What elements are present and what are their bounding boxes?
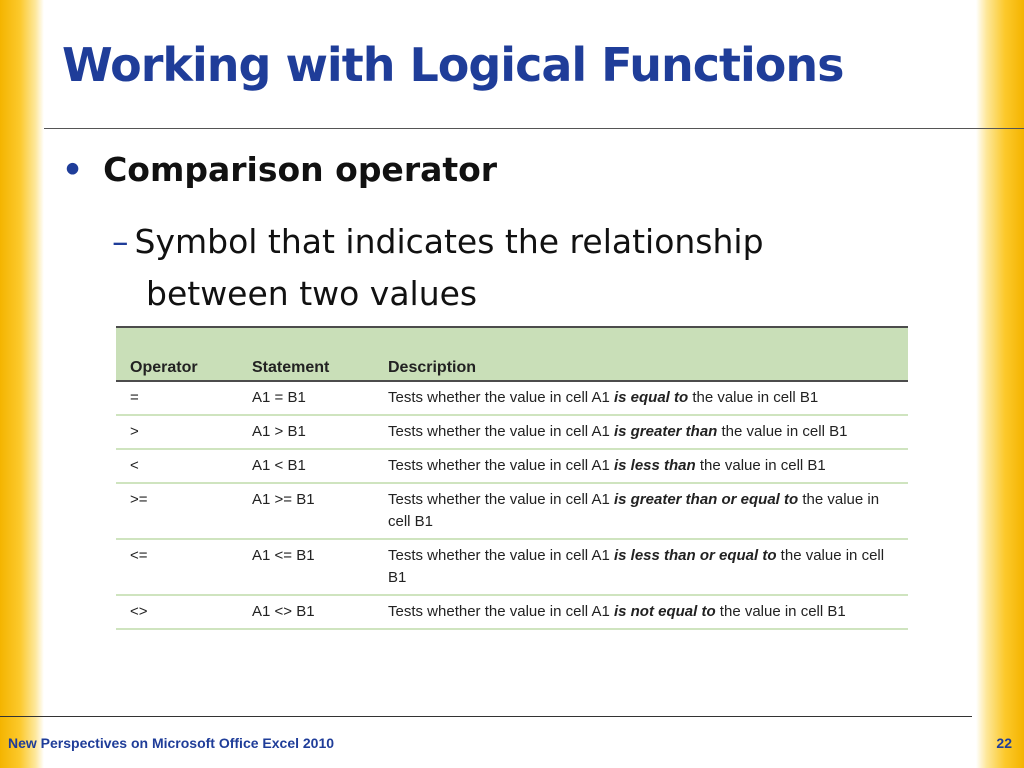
description-pre: Tests whether the value in cell A1 xyxy=(388,457,614,474)
title-divider xyxy=(44,128,1024,129)
sub-bullet-definition xyxy=(112,216,892,320)
sub-bullet-text-1: Symbol that indicates the relationship xyxy=(134,222,764,261)
cell-operator: >= xyxy=(116,483,238,539)
cell-description xyxy=(374,595,908,629)
cell-operator: <> xyxy=(116,595,238,629)
cell-statement: A1 <= B1 xyxy=(238,539,374,595)
description-post: the value in cell B1 xyxy=(388,547,885,586)
cell-statement: A1 > B1 xyxy=(238,415,374,449)
table-row xyxy=(116,483,908,539)
cell-operator: > xyxy=(116,415,238,449)
description-post: the value in cell B1 xyxy=(695,457,826,474)
sub-bullet-line-1 xyxy=(112,216,892,268)
footer-course-title: New Perspectives on Microsoft Office Excel 2010 xyxy=(8,735,335,751)
header-description: Description xyxy=(374,327,908,381)
description-post: the value in cell B1 xyxy=(715,603,846,620)
table-row xyxy=(116,381,908,415)
table-row xyxy=(116,415,908,449)
description-emphasis: is not equal to xyxy=(613,603,716,620)
cell-statement: A1 < B1 xyxy=(238,449,374,483)
description-post: the value in cell B1 xyxy=(388,491,880,530)
sub-bullet-line-2: between two values xyxy=(146,274,478,313)
bullet-marker: • xyxy=(62,150,84,189)
description-emphasis: is greater than xyxy=(613,423,718,440)
cell-description xyxy=(374,449,908,483)
footer-divider xyxy=(0,716,972,717)
cell-description xyxy=(374,415,908,449)
left-gold-bar xyxy=(0,0,44,768)
cell-operator: < xyxy=(116,449,238,483)
description-post: the value in cell B1 xyxy=(688,389,819,406)
header-statement: Statement xyxy=(238,327,374,381)
table-row xyxy=(116,539,908,595)
right-gold-bar xyxy=(976,0,1024,768)
cell-operator: = xyxy=(116,381,238,415)
description-emphasis: is less than xyxy=(613,457,696,474)
slide-title: Working with Logical Functions xyxy=(62,38,844,92)
description-post: the value in cell B1 xyxy=(717,423,848,440)
description-pre: Tests whether the value in cell A1 xyxy=(388,389,614,406)
cell-description xyxy=(374,539,908,595)
description-pre: Tests whether the value in cell A1 xyxy=(388,603,614,620)
cell-statement: A1 = B1 xyxy=(238,381,374,415)
table-header-row xyxy=(116,327,908,381)
description-emphasis: is equal to xyxy=(613,389,689,406)
description-pre: Tests whether the value in cell A1 xyxy=(388,547,614,564)
slide-number: 22 xyxy=(996,735,1012,751)
description-emphasis: is less than or equal to xyxy=(613,547,777,564)
description-emphasis: is greater than or equal to xyxy=(613,491,799,508)
cell-description xyxy=(374,381,908,415)
cell-statement: A1 >= B1 xyxy=(238,483,374,539)
cell-description xyxy=(374,483,908,539)
description-pre: Tests whether the value in cell A1 xyxy=(388,491,614,508)
comparison-operator-table xyxy=(116,326,908,630)
dash-marker: – xyxy=(112,222,129,261)
table-row xyxy=(116,595,908,629)
cell-operator: <= xyxy=(116,539,238,595)
bullet-comparison-operator xyxy=(62,150,497,189)
bullet-text: Comparison operator xyxy=(103,150,498,189)
description-pre: Tests whether the value in cell A1 xyxy=(388,423,614,440)
header-operator: Operator xyxy=(116,327,238,381)
table-row xyxy=(116,449,908,483)
cell-statement: A1 <> B1 xyxy=(238,595,374,629)
